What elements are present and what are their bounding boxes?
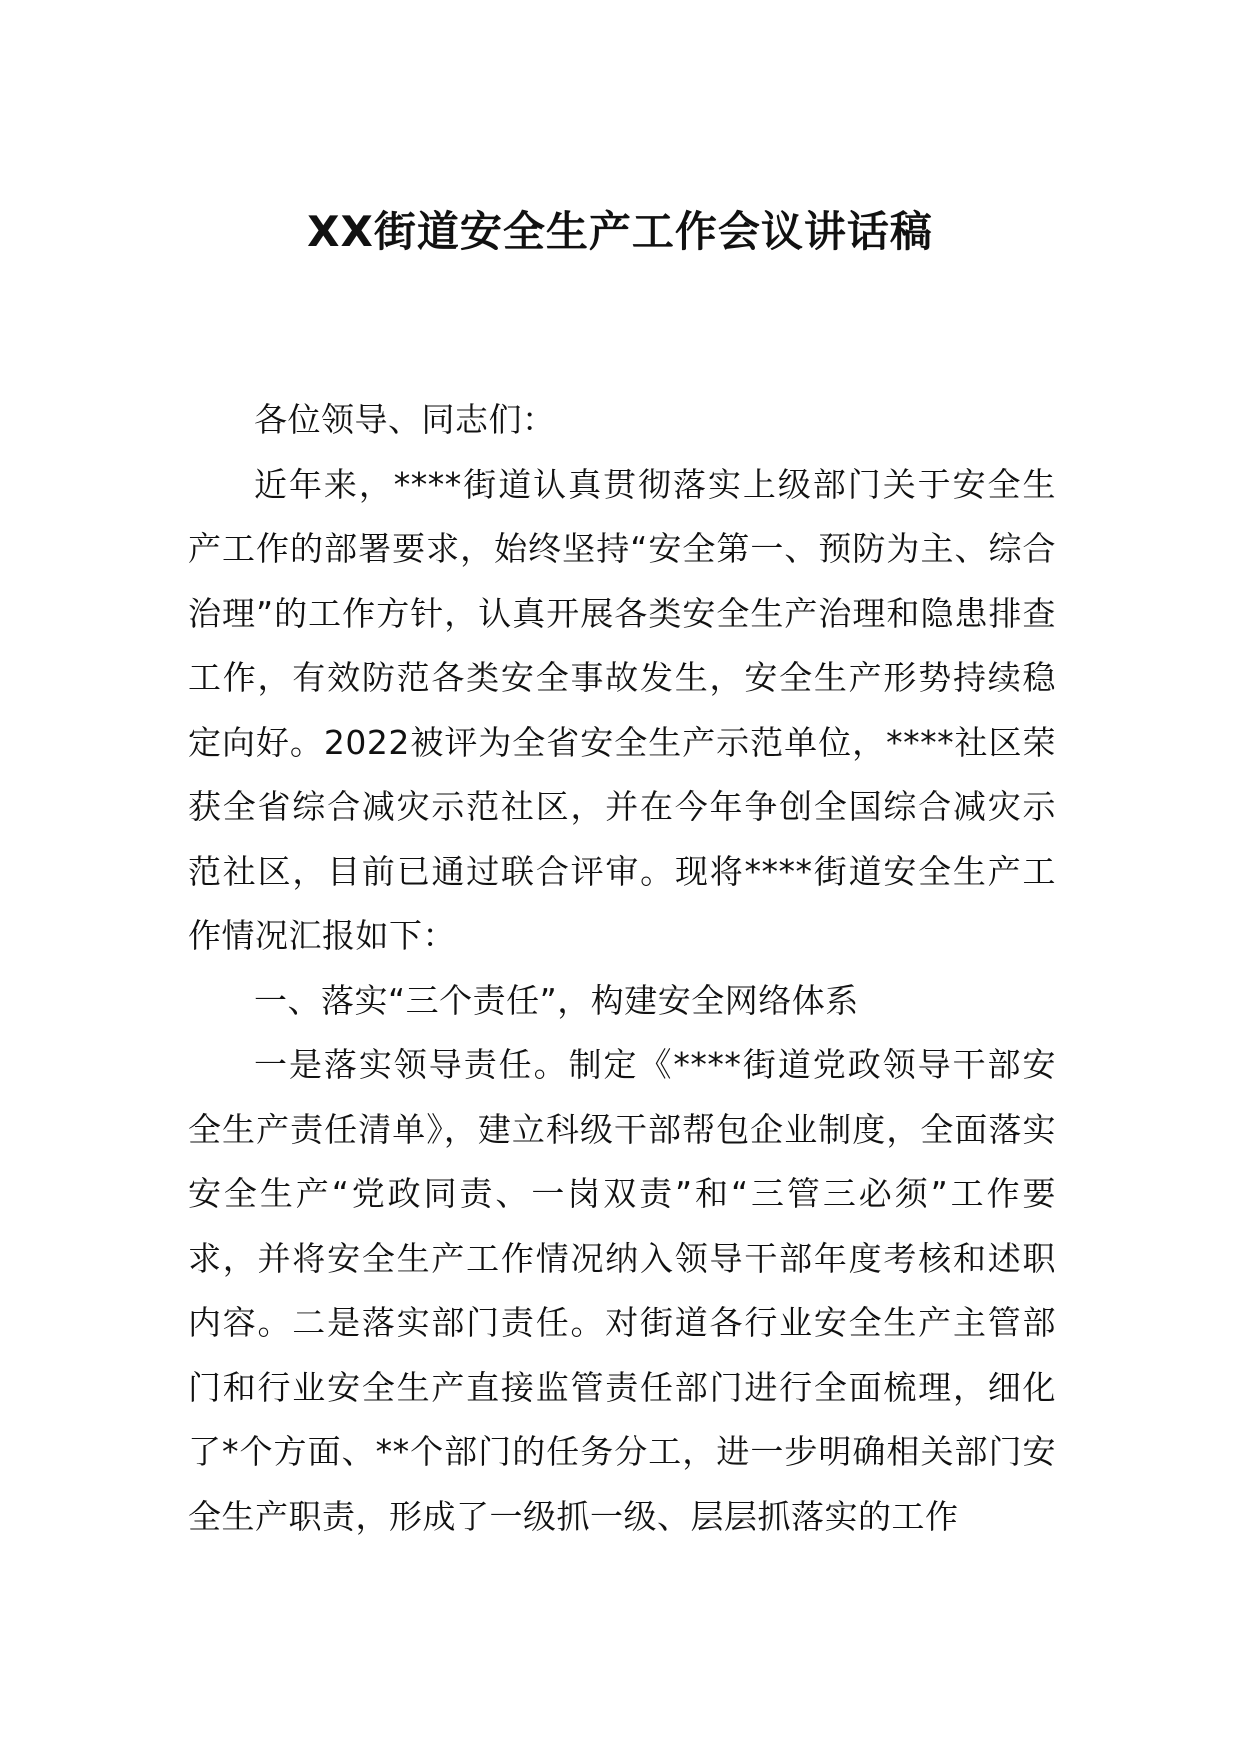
document-body — [188, 388, 1056, 1549]
paragraph-responsibility: 一是落实领导责任。制定《****街道党政领导干部安全生产责任清单》，建立科级干部帮包企业制度，全面落实安全生产“党政同责、一岗双责”和“三管三必须”工作要求，并将安全生产工作情况纳入领导干部年度考核和述职内容。二是落实部门责任。对街道各行业安全生产主管部门和行业安全生产直接监管责任部门进行全面梳理，细化了*个方面、**个部门的任务分工，进一步明确相关部门安全生产职责，形成了一级抓一级、层层抓落实的工作 — [188, 1045, 1056, 1536]
salutation: 各位领导、同志们： — [254, 400, 556, 439]
section-heading-1: 一、落实“三个责任”，构建安全网络体系 — [254, 980, 859, 1020]
document-title: XX街道安全生产工作会议讲话稿 — [307, 207, 933, 256]
paragraph-intro: 近年来，****街道认真贯彻落实上级部门关于安全生产工作的部署要求，始终坚持“安全第一、预防为主、综合治理”的工作方针，认真开展各类安全生产治理和隐患排查工作，有效防范各类安全事故发生，安全生产形势持续稳定向好。2022被评为全省安全生产示范单位，****社区荣获全省综合减灾示范社区，并在今年争创全国综合减灾示范社区，目前已通过联合评审。现将****街道安全生产工作情况汇报如下： — [188, 464, 1056, 955]
